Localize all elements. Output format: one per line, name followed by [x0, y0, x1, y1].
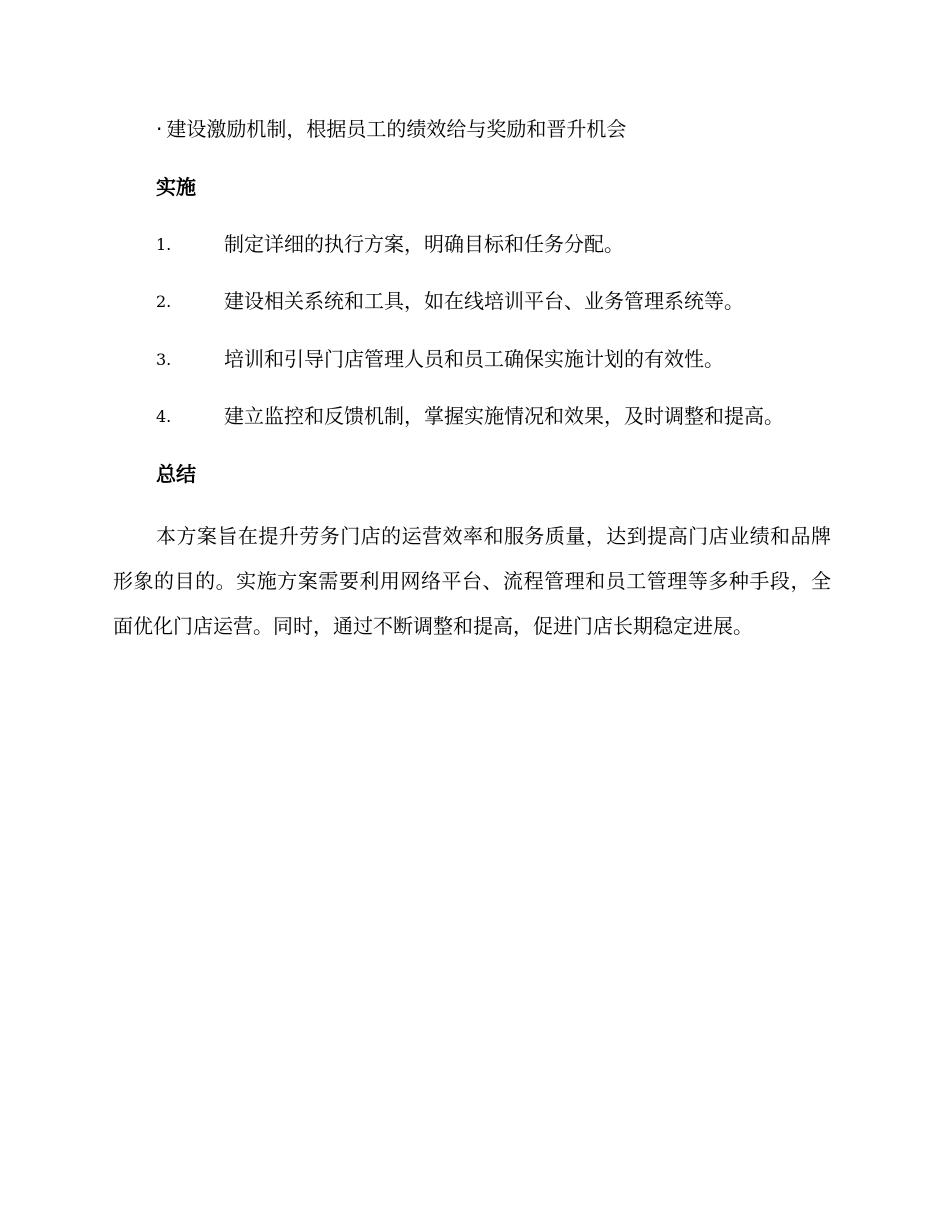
- list-item-number: 1.: [156, 235, 172, 254]
- list-item-number: 3.: [156, 350, 172, 369]
- list-item-text: 建立监控和反馈机制，掌握实施情况和效果，及时调整和提高。: [224, 404, 784, 428]
- bullet-item-text: 建设激励机制，根据员工的绩效给与奖励和晋升机会: [166, 117, 627, 141]
- list-item: [156, 288, 856, 314]
- section-heading-implementation: 实施: [156, 175, 196, 199]
- list-item-text: 培训和引导门店管理人员和员工确保实施计划的有效性。: [224, 347, 724, 371]
- list-item-text: 制定详细的执行方案，明确目标和任务分配。: [224, 232, 624, 256]
- list-item: [156, 231, 856, 257]
- list-item-number: 4.: [156, 407, 172, 426]
- list-item-number: 2.: [156, 292, 172, 311]
- list-item: [156, 346, 856, 372]
- list-item: [156, 403, 856, 429]
- bullet-item: [156, 116, 626, 142]
- section-heading-summary: 总结: [156, 462, 196, 486]
- list-item-text: 建设相关系统和工具，如在线培训平台、业务管理系统等。: [224, 289, 744, 313]
- summary-paragraph: 本方案旨在提升劳务门店的运营效率和服务质量，达到提高门店业绩和品牌形象的目的。实施方案需要利用网络平台、流程管理和员工管理等多种手段，全面优化门店运营。同时，通过不断调整和提高，促进门店长期稳定进展。: [113, 524, 831, 638]
- bullet-icon: ·: [156, 117, 163, 141]
